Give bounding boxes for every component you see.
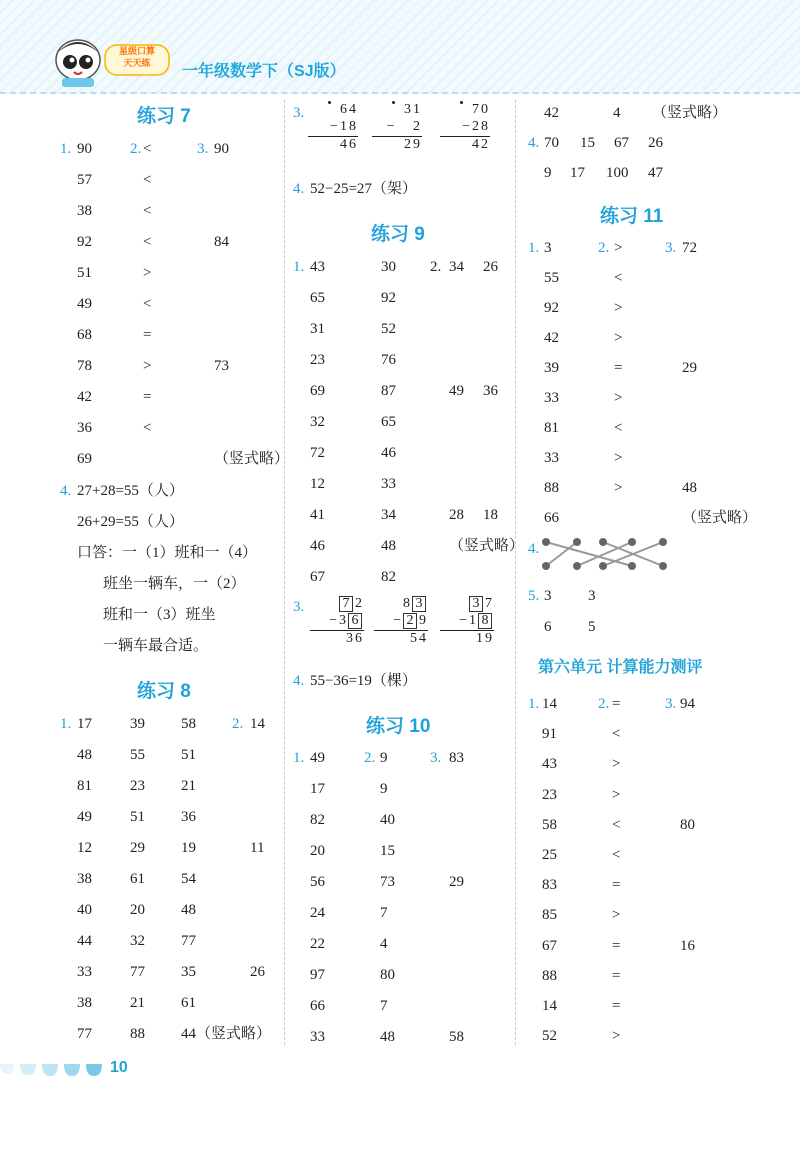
answer-cell: 23 [542,786,557,803]
question-number: 1. [293,750,305,766]
answer-cell: > [143,265,152,281]
answer-cell: 67 [310,569,325,585]
answer-cell: 29 [449,874,464,890]
answer-cell: 77 [130,964,145,980]
answer-cell: 65 [381,414,396,430]
answer-cell: 22 [310,936,325,952]
answer-line: 55−36=19（棵） [310,673,417,689]
answer-line: 一辆车最合适。 [103,638,209,654]
question-number: 3. [197,141,209,157]
answer-cell: 36 [181,809,196,825]
calc-digit: 2 [355,596,364,611]
calc-num: 18 [340,119,358,134]
answer-cell: 92 [77,234,92,250]
answer-cell: 36 [483,383,498,399]
answer-cell: 7 [380,905,388,921]
answer-cell: = [612,937,621,954]
answer-cell: 33 [77,964,92,980]
answer-cell: = [612,967,621,984]
answer-cell: 78 [77,358,92,374]
section-title: 练习 8 [137,681,191,702]
calc-result: 36 [346,631,364,646]
answer-cell: 15 [380,843,395,859]
answer-cell: 17 [570,165,585,181]
answer-cell: 35 [181,964,196,980]
section-title: 第六单元 计算能力测评 [538,659,703,676]
calc-result: 29 [404,137,422,152]
answer-cell: 9 [544,165,552,181]
calc-digit: 8 [403,596,412,611]
answer-cell: 49 [310,750,325,766]
answer-cell: 39 [130,716,145,732]
answer-cell: 21 [130,995,145,1011]
question-number: 1. [528,696,540,712]
answer-cell: 66 [310,998,325,1014]
question-number: 4. [293,673,305,689]
answer-cell: 58 [542,816,557,833]
question-number: 2. [598,240,610,256]
answer-cell: 77 [77,1026,92,1042]
boxed-calc [440,596,494,648]
answer-cell: 43 [542,756,557,773]
answer-line: 27+28=55（人） [77,483,184,499]
book-title: 一年级数学下（SJ版） [182,63,346,80]
answer-cell: 51 [130,809,145,825]
answer-cell: 83 [449,750,464,766]
answer-cell: = [143,327,152,343]
calc-result: 42 [472,137,490,152]
answer-line: 班坐一辆车，一（2） [103,576,246,592]
answer-cell: 90 [77,141,92,157]
answer-cell: > [612,1028,621,1045]
answer-cell: 97 [310,967,325,983]
digit-box: 3 [412,596,426,612]
answer-cell: 100 [606,165,629,181]
logo-line2: 天天练 [123,59,151,69]
answer-cell: < [614,270,623,286]
answer-cell: 49 [77,809,92,825]
column-divider [515,100,516,1045]
answer-cell: < [612,847,621,863]
question-number: 5. [528,588,540,604]
answer-cell: 9 [380,750,388,766]
answer-line: 班和一（3）班坐 [103,607,216,623]
answer-cell: 23 [130,778,145,794]
answer-cell: 65 [310,290,325,306]
answer-cell: 18 [483,507,498,523]
answer-cell: 69 [77,451,92,467]
answer-cell: 21 [181,778,196,794]
calc-op: − [386,119,397,134]
answer-cell: 33 [544,450,559,466]
answer-cell: 49 [449,383,464,399]
answer-cell: 12 [310,476,325,492]
answer-cell: 61 [181,995,196,1011]
answer-cell: 43 [310,259,325,275]
vertical-calc [372,102,422,154]
answer-cell: 76 [381,352,396,368]
answer-cell: 36 [77,420,92,436]
calc-result: 19 [476,631,494,646]
question-number: 3. [293,105,305,121]
answer-cell: < [143,420,152,436]
question-number: 4. [528,135,540,151]
calc-op: − [330,119,340,134]
answer-cell: > [614,240,623,256]
answer-cell: 17 [77,716,92,732]
answer-cell: 5 [588,619,596,635]
answer-cell: 68 [77,327,92,343]
answer-cell: 92 [544,300,559,316]
section-title: 练习 9 [371,224,425,245]
answer-cell: < [143,141,152,157]
answer-cell: （竖式略） [449,538,525,554]
answer-cell: 34 [449,259,464,275]
answer-cell: 20 [130,902,145,918]
answer-cell: 80 [380,967,395,983]
answer-cell: 48 [682,480,697,496]
logo-line1: 星级口算 [118,47,155,57]
digit-box: 8 [478,613,492,629]
answer-cell: 25 [542,847,557,863]
calc-row [440,596,494,613]
answer-cell: 87 [381,383,396,399]
boxed-calc [310,596,364,648]
calc-row: −3 6 [310,613,364,631]
answer-cell: 42 [544,105,559,121]
calc-result: 54 [410,631,428,646]
answer-cell: 38 [77,871,92,887]
question-number: 2. [598,696,610,712]
answer-cell: 14 [542,998,557,1014]
vertical-calc [308,102,358,154]
calc-digit: 3 [339,613,348,628]
question-number: 1. [528,240,540,256]
calc-row [372,119,422,137]
answer-cell: 3 [544,588,552,604]
answer-cell: > [143,358,152,374]
answer-cell: 19 [181,840,196,856]
answer-cell: 51 [181,747,196,763]
section-title: 练习 7 [137,106,191,127]
answer-cell: 41 [310,507,325,523]
answer-cell: 38 [77,203,92,219]
calc-num: 2 [413,119,422,134]
answer-cell: > [614,390,623,406]
answer-cell: 77 [181,933,196,949]
answer-cell: 66 [544,510,559,526]
mascot-icon [48,36,108,88]
answer-cell: 26 [250,964,265,980]
question-number: 2. [232,716,244,732]
answer-cell: 52 [381,321,396,337]
calc-row: − 2 9 [374,613,428,631]
calc-result: 46 [340,137,358,152]
answer-cell: 12 [77,840,92,856]
answer-cell: 29 [682,360,697,376]
answer-cell: 24 [310,905,325,921]
answer-cell: （竖式略） [214,451,290,467]
answer-cell: 42 [77,389,92,405]
question-number: 4. [528,541,540,557]
answer-line: 26+29=55（人） [77,514,184,530]
answer-cell: > [614,450,623,466]
answer-cell: 32 [310,414,325,430]
answer-cell: 58 [449,1029,464,1045]
answer-cell: 55 [544,270,559,286]
digit-box: 6 [348,613,362,629]
answer-cell: > [612,786,621,803]
answer-cell: 4 [380,936,388,952]
answer-cell: < [143,203,152,219]
calc-row [310,596,364,613]
answer-cell: 48 [381,538,396,554]
calc-row [308,119,358,137]
answer-cell: 6 [544,619,552,635]
answer-cell: = [612,998,621,1014]
answer-cell: 40 [77,902,92,918]
answer-cell: 20 [310,843,325,859]
answer-cell: 32 [130,933,145,949]
digit-box: 3 [469,596,483,612]
answer-cell: 46 [310,538,325,554]
answer-cell: > [614,300,623,316]
answer-cell: 48 [380,1029,395,1045]
carry-dot [328,101,331,104]
answer-cell: 82 [381,569,396,585]
logo-text [104,46,170,70]
answer-cell: 39 [544,360,559,376]
answer-cell: 83 [542,877,557,894]
section-title: 练习 11 [600,206,664,227]
answer-cell: 56 [310,874,325,890]
answer-line: 口答：一（1）班和一（4） [77,545,258,561]
answer-cell: 84 [214,234,229,250]
answer-cell: 81 [77,778,92,794]
answer-cell: 38 [77,995,92,1011]
answer-cell: 88 [542,967,557,984]
answer-cell: 3 [588,588,596,604]
answer-cell: < [143,296,152,312]
answer-cell: 88 [130,1026,145,1042]
question-number: 2. [130,141,142,157]
answer-cell: 14 [542,696,557,712]
answer-cell: 42 [544,330,559,346]
answer-cell: （竖式略） [682,510,758,526]
page-number: 10 [110,1059,128,1076]
matching-diagram [540,534,670,574]
answer-cell: = [143,389,152,405]
answer-cell: 54 [181,871,196,887]
answer-cell: 40 [380,812,395,828]
calc-row: −1 8 [440,613,494,631]
answer-cell: 82 [310,812,325,828]
answer-cell: 28 [449,507,464,523]
question-number: 3. [430,750,442,766]
answer-cell: 72 [310,445,325,461]
answer-cell: 73 [214,358,229,374]
answer-cell: 67 [614,135,629,151]
answer-cell: 44 [77,933,92,949]
answer-cell: 4 [613,105,621,121]
answer-cell: 58 [181,716,196,732]
answer-line: 52−25=27（架） [310,181,417,197]
question-number: 1. [293,259,305,275]
question-number: 3. [665,696,677,712]
answer-cell: 29 [130,840,145,856]
answer-cell: = [612,696,621,712]
answer-cell: 51 [77,265,92,281]
answer-cell: < [614,420,623,436]
answer-cell: 46 [381,445,396,461]
calc-digit: 9 [419,613,428,628]
answer-cell: 33 [544,390,559,406]
calc-row: 64 [340,102,358,117]
answer-cell: 23 [310,352,325,368]
answer-cell: 88 [544,480,559,496]
answer-cell: < [612,726,621,743]
calc-op: − [462,119,472,134]
answer-cell: 55 [130,747,145,763]
answer-cell: > [614,330,623,346]
answer-cell: 85 [542,907,557,924]
answer-cell: 16 [680,937,695,954]
answer-cell: 3 [544,240,552,256]
calc-digit: 1 [469,613,478,628]
boxed-calc [374,596,428,648]
answer-cell: 31 [310,321,325,337]
answer-cell: 90 [214,141,229,157]
answer-cell: 91 [542,726,557,743]
answer-cell: 57 [77,172,92,188]
answer-cell: 9 [380,781,388,797]
answer-cell: 26 [483,259,498,275]
answer-cell: < [143,234,152,250]
question-number: 4. [60,483,72,499]
answer-cell: （竖式略） [652,105,728,121]
answer-cell: 7 [380,998,388,1014]
column-divider [284,100,285,1045]
digit-box: 7 [339,596,353,612]
answer-cell: 73 [380,874,395,890]
answer-cell: 49 [77,296,92,312]
answer-cell: 61 [130,871,145,887]
question-number: 2. [364,750,376,766]
answer-cell: 80 [680,816,695,833]
answer-cell: 70 [544,135,559,151]
answer-cell: 81 [544,420,559,436]
vertical-calc [440,102,490,154]
answer-cell: 33 [310,1029,325,1045]
answer-cell: = [612,877,621,894]
answer-cell: 67 [542,937,557,954]
answer-cell: 48 [181,902,196,918]
calc-row: 70 [472,102,490,117]
answer-cell: 44（竖式略） [181,1026,272,1042]
calc-num: 28 [472,119,490,134]
answer-cell: 92 [381,290,396,306]
calc-row [374,596,428,613]
answer-cell: 52 [542,1028,557,1045]
question-number: 1. [60,141,72,157]
carry-dot [460,101,463,104]
footer-decoration [0,1060,108,1080]
answer-cell: > [612,756,621,773]
answer-cell: < [612,816,621,833]
answer-cell: 94 [680,696,695,712]
answer-cell: 72 [682,240,697,256]
section-title: 练习 10 [366,716,431,737]
answer-cell: 26 [648,135,663,151]
question-number: 3. [665,240,677,256]
answer-cell: = [614,360,623,376]
answer-cell: > [612,907,621,924]
calc-row: 31 [404,102,422,117]
answer-cell: 48 [77,747,92,763]
question-number: 1. [60,716,72,732]
question-number: 2. [430,259,442,275]
calc-digit: 7 [485,596,494,611]
answer-cell: 33 [381,476,396,492]
answer-cell: 11 [250,840,265,856]
question-number: 3. [293,599,305,615]
carry-dot [392,101,395,104]
answer-cell: 34 [381,507,396,523]
answer-cell: 69 [310,383,325,399]
answer-cell: 47 [648,165,663,181]
question-number: 4. [293,181,305,197]
answer-cell: < [143,172,152,188]
answer-cell: 14 [250,716,265,732]
answer-cell: > [614,480,623,496]
digit-box: 2 [403,613,417,629]
answer-cell: 17 [310,781,325,797]
calc-row [440,119,490,137]
answer-cell: 15 [580,135,595,151]
answer-cell: 30 [381,259,396,275]
